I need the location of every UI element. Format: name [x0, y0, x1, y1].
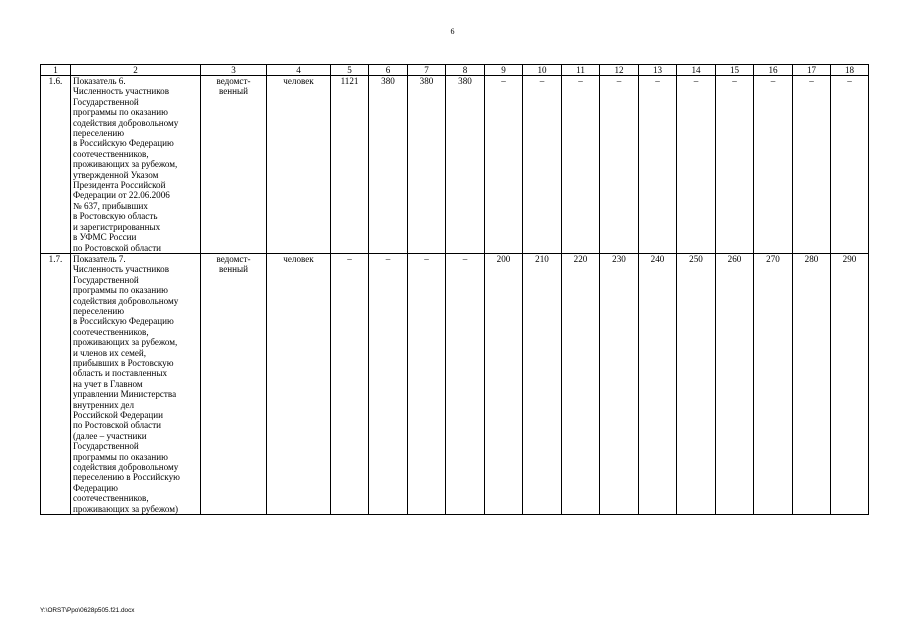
indicator-line: Федерацию: [73, 482, 118, 493]
indicator-line: на учет в Главном: [73, 378, 143, 389]
column-header-11: 11: [562, 65, 600, 76]
indicator-line: Государственной: [73, 441, 139, 452]
data-source: [201, 253, 267, 514]
value-cell-col-10: 210: [523, 253, 562, 514]
indicator-line: Государственной: [73, 96, 139, 107]
indicator-line: программы по оказанию: [73, 451, 168, 462]
indicator-line: в Российскую Федерацию: [73, 138, 174, 149]
value-cell-col-9: 200: [485, 253, 523, 514]
column-header-3: 3: [201, 65, 267, 76]
data-source: [201, 76, 267, 254]
indicator-line: проживающих за рубежом,: [73, 337, 178, 348]
value-cell-col-11: –: [562, 76, 600, 254]
indicator-line: внутренних дел: [73, 399, 134, 410]
indicator-line: проживающих за рубежом,: [73, 159, 178, 170]
data-source-line: ведомст-: [216, 76, 251, 86]
column-header-9: 9: [485, 65, 523, 76]
value-cell-col-6: –: [369, 253, 408, 514]
indicator-line: содействия добровольному: [73, 117, 179, 128]
column-header-16: 16: [754, 65, 793, 76]
value-cell-col-14: 250: [677, 253, 716, 514]
value-cell-col-12: 230: [600, 253, 639, 514]
value-cell-col-8: –: [446, 253, 485, 514]
value-cell-col-14: –: [677, 76, 716, 254]
header-row: [41, 65, 869, 76]
value-cell-col-15: –: [716, 76, 754, 254]
value-cell-col-8: 380: [446, 76, 485, 254]
value-cell-col-16: –: [754, 76, 793, 254]
indicator-line: программы по оказанию: [73, 107, 168, 118]
indicator-line: управлении Министерства: [73, 389, 177, 400]
value-cell-col-17: 280: [793, 253, 831, 514]
value-cell-col-6: 380: [369, 76, 408, 254]
row-number: 1.7.: [41, 253, 71, 514]
value-cell-col-16: 270: [754, 253, 793, 514]
value-cell-col-5: –: [331, 253, 369, 514]
value-cell-col-13: –: [639, 76, 677, 254]
indicator-line: Численность участников: [73, 264, 170, 275]
page-number: 6: [450, 27, 455, 36]
table-row: [41, 253, 869, 514]
indicator-line: содействия добровольному: [73, 462, 179, 473]
value-cell-col-7: 380: [408, 76, 446, 254]
indicator-line: утвержденной Указом: [73, 169, 159, 180]
indicator-description: [71, 76, 201, 254]
indicator-line: по Ростовской области: [73, 242, 162, 253]
indicator-description: [71, 253, 201, 514]
indicator-line: по Ростовской области: [73, 420, 162, 431]
column-header-13: 13: [639, 65, 677, 76]
indicator-line: прибывших в Ростовскую: [73, 357, 174, 368]
indicator-line: переселению в Российскую: [73, 472, 180, 483]
indicators-table: [40, 64, 869, 515]
indicator-line: Показатель 7.: [73, 253, 126, 264]
indicator-line: № 637, прибывших: [73, 200, 148, 211]
indicator-line: (далее – участники: [73, 430, 147, 441]
indicator-line: и членов их семей,: [73, 347, 147, 358]
indicator-line: в Ростовскую область: [73, 211, 158, 222]
indicator-line: соотечественников,: [73, 326, 149, 337]
data-source-line: ведомст-: [216, 253, 251, 264]
column-header-8: 8: [446, 65, 485, 76]
value-cell-col-18: –: [831, 76, 869, 254]
indicator-line: Президента Российской: [73, 180, 166, 191]
column-header-14: 14: [677, 65, 716, 76]
row-number: 1.6.: [41, 76, 71, 254]
indicator-line: и зарегистрированных: [73, 221, 161, 232]
indicator-line: Показатель 6.: [73, 76, 126, 86]
unit-of-measure: человек: [267, 253, 331, 514]
indicator-line: Численность участников: [73, 86, 170, 97]
column-header-5: 5: [331, 65, 369, 76]
column-header-6: 6: [369, 65, 408, 76]
column-header-10: 10: [523, 65, 562, 76]
value-cell-col-15: 260: [716, 253, 754, 514]
column-header-7: 7: [408, 65, 446, 76]
column-header-1: 1: [41, 65, 71, 76]
data-source-line: венный: [219, 264, 248, 275]
value-cell-col-17: –: [793, 76, 831, 254]
column-header-2: 2: [71, 65, 201, 76]
indicator-line: проживающих за рубежом): [73, 503, 179, 514]
column-header-17: 17: [793, 65, 831, 76]
indicator-line: содействия добровольному: [73, 295, 179, 306]
value-cell-col-12: –: [600, 76, 639, 254]
table-body: [41, 65, 869, 515]
indicator-line: Российской Федерации: [73, 410, 164, 420]
indicator-line: переселению: [73, 305, 124, 316]
indicator-line: Федерации от 22.06.2006: [73, 190, 170, 201]
indicator-line: соотечественников,: [73, 148, 149, 159]
value-cell-col-7: –: [408, 253, 446, 514]
value-cell-col-5: 1121: [331, 76, 369, 254]
value-cell-col-13: 240: [639, 253, 677, 514]
column-header-18: 18: [831, 65, 869, 76]
value-cell-col-10: –: [523, 76, 562, 254]
indicator-line: переселению: [73, 128, 124, 139]
value-cell-col-9: –: [485, 76, 523, 254]
indicator-line: соотечественников,: [73, 493, 149, 504]
data-source-line: венный: [219, 86, 248, 97]
indicator-line: область и поставленных: [73, 368, 168, 379]
indicator-line: в Российскую Федерацию: [73, 316, 174, 327]
column-header-15: 15: [716, 65, 754, 76]
value-cell-col-18: 290: [831, 253, 869, 514]
unit-of-measure: человек: [267, 76, 331, 254]
file-path-footer: Y:\ORST\Ppo\0628p505.f21.docx: [40, 607, 135, 614]
column-header-12: 12: [600, 65, 639, 76]
value-cell-col-11: 220: [562, 253, 600, 514]
indicator-line: программы по оказанию: [73, 285, 168, 296]
table-row: [41, 76, 869, 254]
indicator-line: в УФМС России: [73, 232, 137, 243]
column-header-4: 4: [267, 65, 331, 76]
indicator-line: Государственной: [73, 274, 139, 285]
